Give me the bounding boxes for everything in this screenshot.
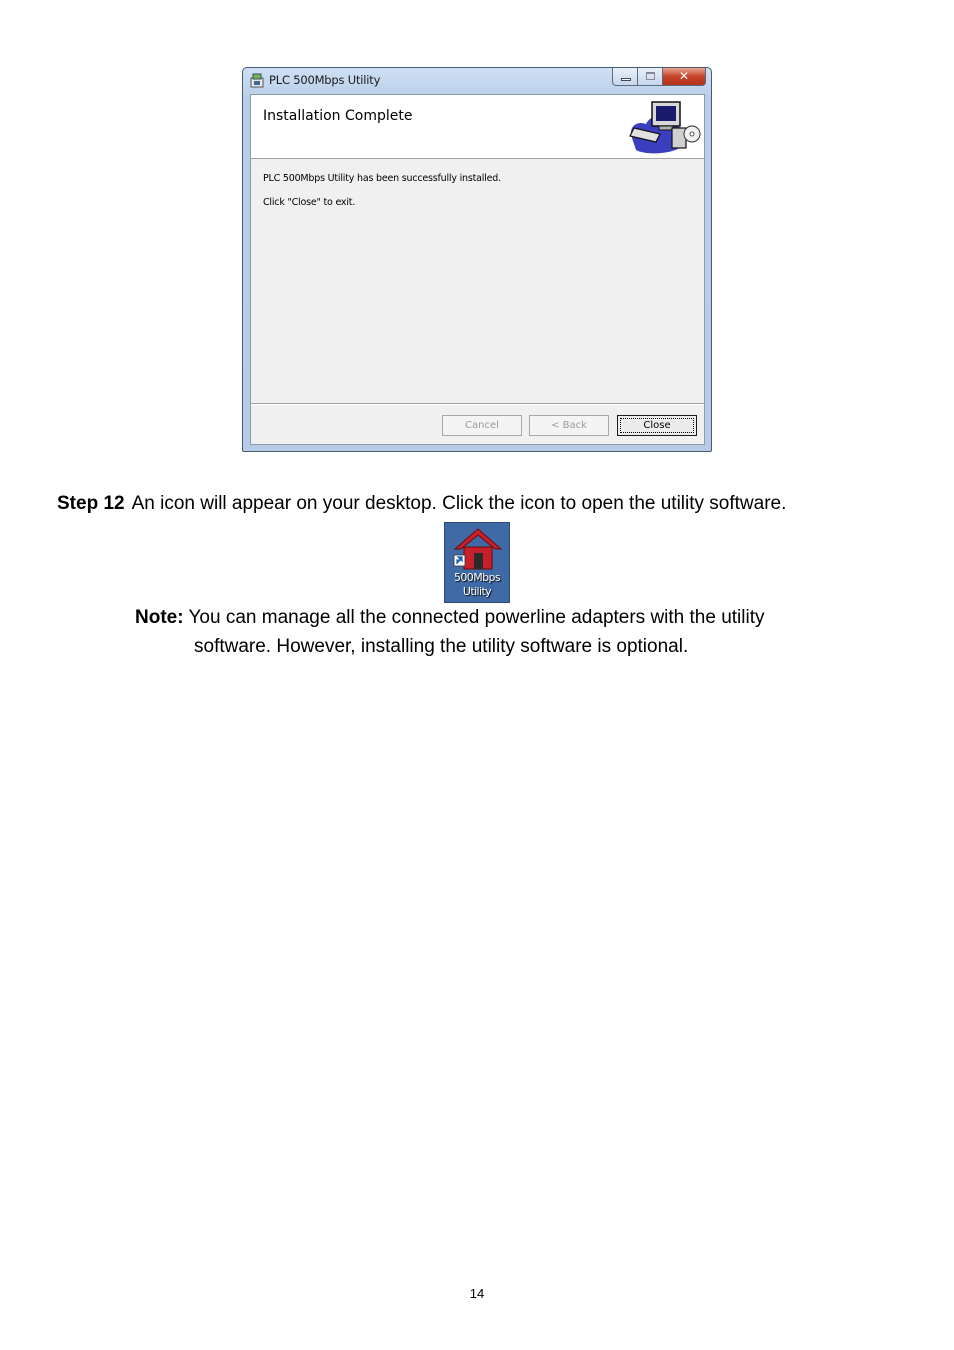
success-message: PLC 500Mbps Utility has been successfully installed. <box>263 173 501 184</box>
maximize-button[interactable] <box>638 68 663 86</box>
note-label: Note: <box>135 607 184 628</box>
window-title: PLC 500Mbps Utility <box>269 73 381 87</box>
house-icon <box>453 527 503 571</box>
footer-divider <box>251 403 704 405</box>
maximize-icon <box>646 72 655 80</box>
dialog-heading: Installation Complete <box>263 108 413 124</box>
window-close-button[interactable] <box>663 68 706 86</box>
desktop-utility-icon[interactable] <box>444 522 510 603</box>
close-button-label: Close <box>643 420 671 431</box>
desktop-icon-label-line1: 500Mbps <box>454 571 500 584</box>
page-number: 14 <box>469 1286 485 1301</box>
installer-app-icon <box>250 73 264 88</box>
step-label: Step 12 <box>57 493 125 514</box>
step-instruction <box>57 493 786 515</box>
exit-instruction: Click "Close" to exit. <box>263 197 356 208</box>
computer-setup-icon <box>626 98 702 156</box>
minimize-icon <box>621 78 631 81</box>
caption-buttons <box>612 68 706 87</box>
minimize-button[interactable] <box>612 68 638 86</box>
focus-rectangle <box>620 418 694 433</box>
dialog-body <box>250 94 705 445</box>
close-icon: ✕ <box>678 69 690 83</box>
desktop-icon-label <box>445 571 509 599</box>
note-text-1: You can manage all the connected powerline adapters with the utility <box>188 607 765 628</box>
title-bar[interactable] <box>243 68 711 93</box>
back-button[interactable]: < Back <box>529 415 609 436</box>
step-text: An icon will appear on your desktop. Click the icon to open the utility software. <box>131 493 787 514</box>
note-text-2: software. However, installing the utility software is optional. <box>194 636 689 657</box>
desktop-icon-label-line2: Utility <box>462 585 492 598</box>
note-line-1 <box>135 607 765 629</box>
cancel-button[interactable]: Cancel <box>442 415 522 436</box>
header-banner <box>251 95 704 159</box>
close-button[interactable] <box>617 415 697 436</box>
installer-window <box>242 67 712 452</box>
